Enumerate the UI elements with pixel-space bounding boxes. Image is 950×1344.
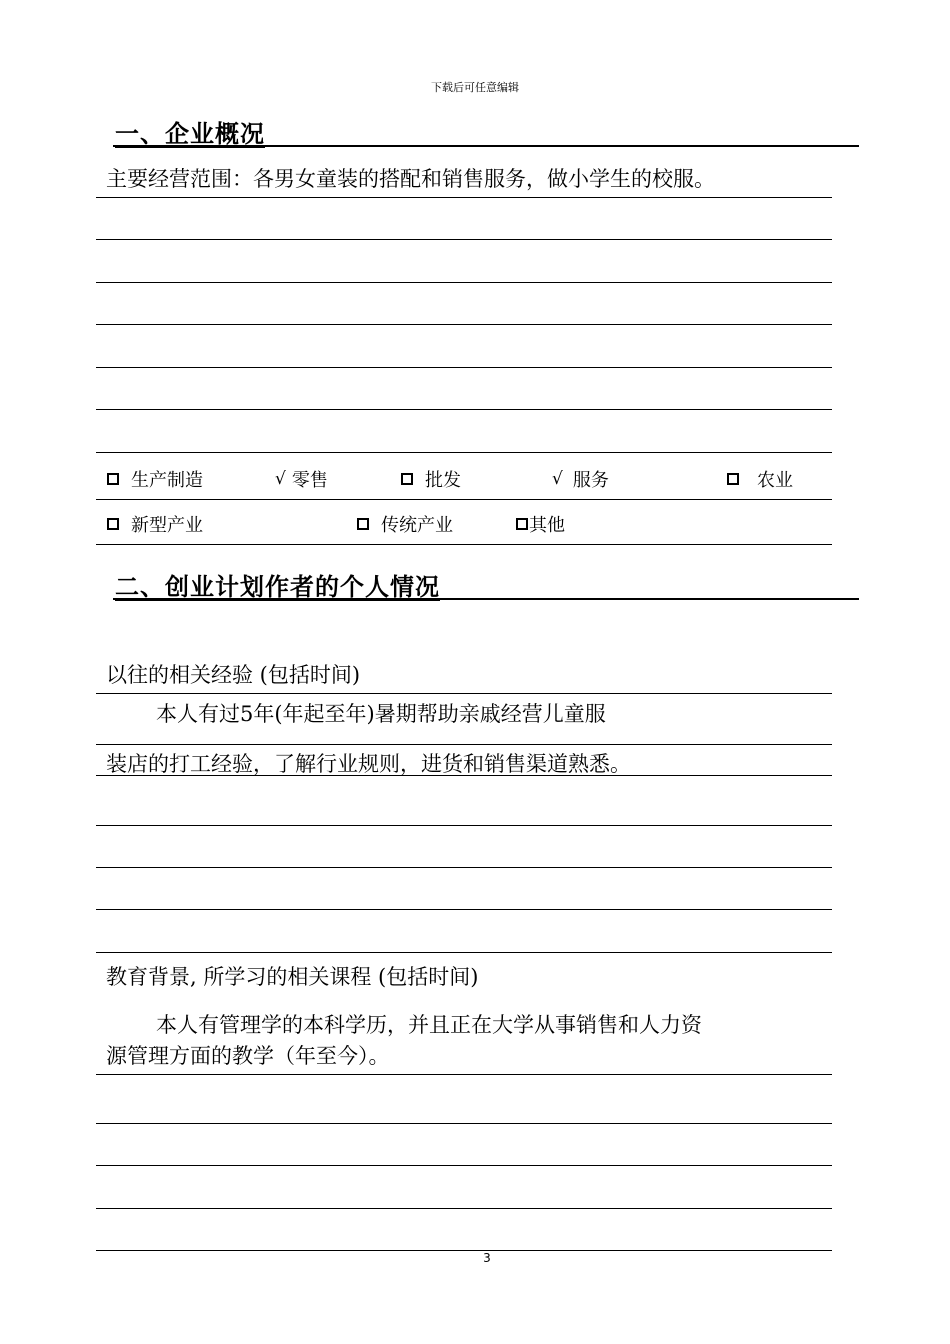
form-line xyxy=(96,367,832,368)
header-note: 下载后可任意编辑 xyxy=(431,81,519,94)
section1-title: 一、企业概况 xyxy=(115,119,265,148)
option-label: 其他 xyxy=(529,515,565,536)
form-line xyxy=(96,239,832,240)
form-line xyxy=(96,744,832,745)
business-scope-text: 主要经营范围：各男女童装的搭配和销售服务，做小学生的校服。 xyxy=(106,167,715,191)
checkmark-icon[interactable]: √ xyxy=(275,469,286,489)
option-new-industry[interactable] xyxy=(107,511,203,537)
option-service[interactable] xyxy=(552,466,609,492)
option-agriculture[interactable] xyxy=(727,466,793,492)
option-label: 生产制造 xyxy=(131,470,203,491)
form-line xyxy=(96,825,832,826)
experience-text-line2: 装店的打工经验，了解行业规则，进货和销售渠道熟悉。 xyxy=(106,752,631,776)
checkbox-empty-icon[interactable] xyxy=(357,518,369,530)
option-label: 新型产业 xyxy=(131,515,203,536)
education-text-line1: 本人有管理学的本科学历，并且正在大学从事销售和人力资 xyxy=(156,1013,702,1037)
form-line xyxy=(96,544,832,545)
form-line xyxy=(96,324,832,325)
checkbox-empty-icon[interactable] xyxy=(401,473,413,485)
experience-label: 以往的相关经验 (包括时间) xyxy=(106,663,361,687)
option-label: 零售 xyxy=(291,470,328,491)
option-label: 农业 xyxy=(757,470,793,491)
form-line xyxy=(96,452,832,453)
checkmark-icon[interactable]: √ xyxy=(552,469,563,489)
form-line xyxy=(96,952,832,953)
education-text-line2: 源管理方面的教学（年至今）。 xyxy=(106,1044,390,1068)
option-label: 传统产业 xyxy=(381,515,453,536)
option-other[interactable] xyxy=(516,511,565,537)
form-line xyxy=(96,1165,832,1166)
section2-title-rule xyxy=(113,598,859,600)
checkbox-empty-icon[interactable] xyxy=(727,473,739,485)
checkbox-empty-icon[interactable] xyxy=(107,473,119,485)
experience-text-line1: 本人有过5年(年起至年)暑期帮助亲戚经营儿童服 xyxy=(156,702,606,726)
page-number: 3 xyxy=(483,1251,491,1265)
form-line xyxy=(96,867,832,868)
form-line xyxy=(96,693,832,694)
option-manufacturing[interactable] xyxy=(107,466,203,492)
education-label: 教育背景, 所学习的相关课程 (包括时间) xyxy=(106,965,479,989)
section1-title-rule xyxy=(113,145,859,147)
form-line xyxy=(96,499,832,500)
form-line xyxy=(96,197,832,198)
checkbox-empty-icon[interactable] xyxy=(516,518,528,530)
form-line xyxy=(96,775,832,776)
form-line xyxy=(96,409,832,410)
form-line xyxy=(96,1123,832,1124)
option-label: 批发 xyxy=(425,470,461,491)
form-line xyxy=(96,1074,832,1075)
option-label: 服务 xyxy=(572,470,609,491)
option-wholesale[interactable] xyxy=(401,466,461,492)
checkbox-empty-icon[interactable] xyxy=(107,518,119,530)
section2-title: 二、创业计划作者的个人情况 xyxy=(115,572,440,601)
form-line xyxy=(96,909,832,910)
form-line xyxy=(96,1208,832,1209)
option-retail[interactable] xyxy=(275,466,328,492)
form-line xyxy=(96,282,832,283)
option-traditional-industry[interactable] xyxy=(357,511,453,537)
